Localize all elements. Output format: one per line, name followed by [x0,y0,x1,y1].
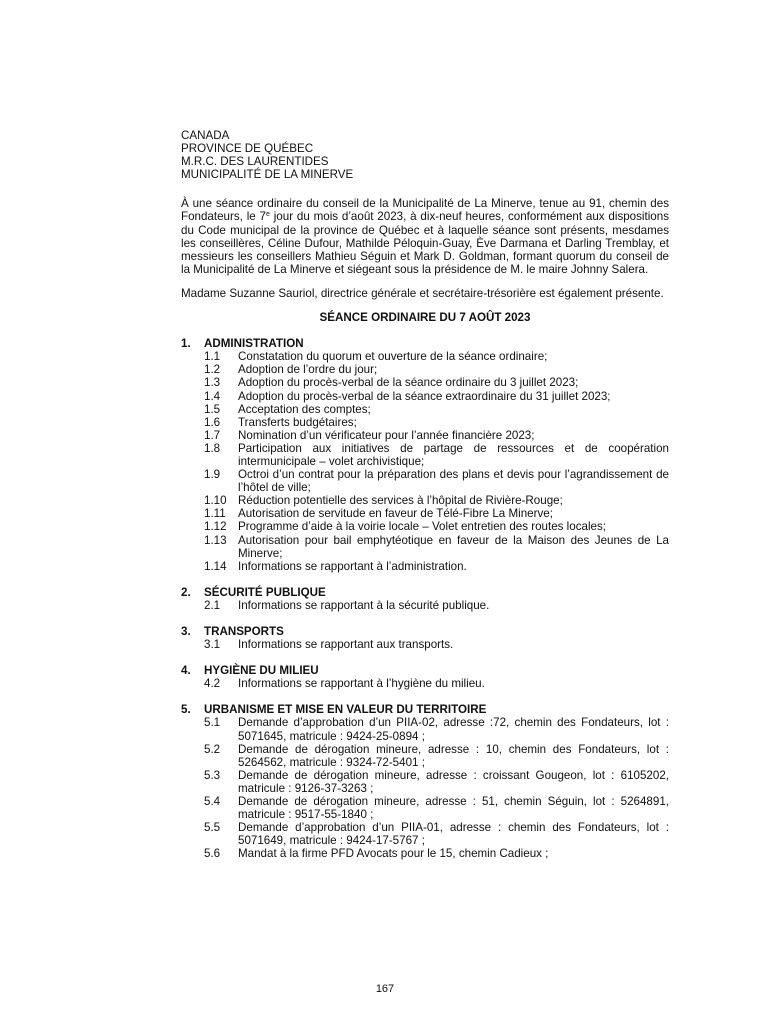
meeting-title: SÉANCE ORDINAIRE DU 7 AOÛT 2023 [319,311,531,325]
section-heading [181,664,669,677]
section-heading [181,703,669,716]
intro-text-end: jour du mois d’août 2023, à dix-neuf heures, conformément aux dispositions du Code municipal de la province de Québec et à laquelle séance sont présents, mesdames les conseillères, Céline Dufour, Mathilde Péloquin-Guay, Ève Darmana et Darling Tremblay, et messieurs les conseillers Mathieu Séguin et Mark D. Goldman, formant quorum du conseil de la Municipalité de La Minerve et siégeant sous la présidence de M. le maire Johnny Salera. [181,210,669,276]
document-page [181,129,669,874]
agenda-item-number: 2.1 [204,598,221,612]
agenda-item [181,821,669,847]
section-number: 5. [181,703,191,717]
section-heading [181,625,669,638]
section-title: TRANSPORTS [204,625,284,638]
section-title: URBANISME ET MISE EN VALEUR DU TERRITOIRE [204,703,487,717]
agenda-item-text: Adoption de l’ordre du jour; [238,363,378,377]
agenda-item [181,677,669,690]
agenda-item-number: 3.1 [204,638,221,652]
section-number: 1. [181,337,191,351]
agenda-item-text: Demande d’approbation d’un PIIA-01, adresse : chemin des Fondateurs, lot : 5071649, matricule : 9424-17-5767 ; [238,821,669,848]
agenda-item-number: 1.6 [204,415,221,429]
section-heading [181,586,669,599]
agenda-item-number: 1.14 [204,559,227,573]
agenda-item [181,429,669,442]
agenda-item-text: Informations se rapportant à l’hygiène du milieu. [238,677,485,691]
agenda-item [181,847,669,860]
agenda-item-text: Informations se rapportant à la sécurité publique. [238,598,490,612]
section-title: ADMINISTRATION [204,337,304,351]
agenda-item [181,390,669,403]
agenda-item-text: Mandat à la firme PFD Avocats pour le 15, chemin Cadieux ; [238,847,549,861]
section-number: 3. [181,625,191,638]
agenda-item-text: Participation aux initiatives de partage de ressources et de coopération intermunicipale – volet archivistique; [238,441,669,468]
agenda-item-number: 5.4 [204,795,221,809]
agenda-item [181,560,669,573]
agenda-item-number: 1.7 [204,428,221,442]
agenda-item-number: 1.10 [204,494,227,508]
agenda-section [181,337,669,573]
agenda-item-number: 1.4 [204,389,221,403]
page-number: 167 [375,983,395,995]
agenda-item-number: 1.11 [204,507,226,521]
agenda-item-text: Demande de dérogation mineure, adresse : croissant Gougeon, lot : 6105202, matricule : 9126-37-3263 ; [238,768,669,795]
agenda-item-text: Nomination d’un vérificateur pour l’année financière 2023; [238,428,535,442]
agenda-item-text: Demande de dérogation mineure, adresse : 10, chemin des Fondateurs, lot : 5264562, matricule : 9324-72-5401 ; [238,742,669,769]
agenda-item-text: Autorisation pour bail emphytéotique en faveur de la Maison des Jeunes de La Minerve; [238,533,669,560]
agenda-item [181,743,669,769]
agenda-item-text: Informations se rapportant aux transports. [238,638,454,652]
agenda-item-number: 1.2 [204,363,221,377]
agenda-item [181,363,669,376]
agenda-item [181,716,669,742]
agenda-item [181,638,669,651]
agenda-item [181,403,669,416]
section-number: 2. [181,585,191,599]
agenda-item-text: Informations se rapportant à l’administration. [238,559,467,573]
agenda-item-text: Adoption du procès-verbal de la séance extraordinaire du 31 juillet 2023; [238,389,611,403]
agenda-item [181,520,669,533]
agenda-item-number: 4.2 [204,677,221,691]
agenda-item-text: Programme d’aide à la voirie locale – Volet entretien des routes locales; [238,520,606,534]
agenda-item [181,534,669,560]
document-header [181,129,669,181]
agenda-item-number: 1.1 [204,350,221,364]
agenda-item [181,350,669,363]
agenda-item-text: Demande d’approbation d’un PIIA-02, adresse :72, chemin des Fondateurs, lot : 5071645, matricule : 9424-25-0894 ; [238,716,669,743]
agenda-section [181,664,669,690]
agenda-item [181,507,669,520]
agenda-item [181,599,669,612]
agenda-item-number: 1.8 [204,441,221,455]
agenda-item-number: 5.3 [204,768,221,782]
agenda-item-text: Demande de dérogation mineure, adresse : 51, chemin Séguin, lot : 5264891, matricule : 9517-55-1840 ; [238,795,669,822]
agenda-item-text: Autorisation de servitude en faveur de Télé-Fibre La Minerve; [238,507,553,521]
agenda-item-text: Constatation du quorum et ouverture de la séance ordinaire; [238,350,548,364]
agenda-item-number: 1.3 [204,376,221,390]
agenda-item [181,494,669,507]
intro-paragraph [181,197,669,276]
agenda-item-number: 5.6 [204,847,221,861]
agenda-section [181,625,669,651]
agenda-item-number: 1.9 [204,468,221,482]
header-mrc: M.R.C. DES LAURENTIDES [181,155,329,169]
section-title: HYGIÈNE DU MILIEU [204,664,319,678]
section-number: 4. [181,664,191,678]
agenda-item [181,416,669,429]
agenda-item-text: Adoption du procès-verbal de la séance ordinaire du 3 juillet 2023; [238,376,579,390]
presence-paragraph: Madame Suzanne Sauriol, directrice générale et secrétaire-trésorière est également présente. [181,286,664,300]
intro-superscript: e [266,211,270,219]
agenda-item [181,795,669,821]
agenda-item [181,468,669,494]
agenda-item-text: Acceptation des comptes; [238,402,371,416]
header-municipality: MUNICIPALITÉ DE LA MINERVE [181,168,354,182]
agenda-item-number: 5.5 [204,821,221,835]
agenda-sections [181,337,669,860]
agenda-section [181,703,669,860]
agenda-item-number: 1.13 [204,533,227,547]
agenda-item-number: 5.2 [204,742,221,756]
agenda-item-number: 1.5 [204,402,221,416]
section-title: SÉCURITÉ PUBLIQUE [204,585,326,599]
agenda-section [181,586,669,612]
agenda-item-text: Octroi d’un contrat pour la préparation des plans et devis pour l’agrandissement de l’hôtel de ville; [238,468,669,495]
agenda-item [181,442,669,468]
section-heading [181,337,669,350]
agenda-item-text: Réduction potentielle des services à l’hôpital de Rivière-Rouge; [238,494,563,508]
agenda-item [181,769,669,795]
agenda-item-number: 1.12 [204,520,227,534]
header-country: CANADA [181,129,230,142]
agenda-item [181,376,669,389]
intro-text-start: À une séance ordinaire du conseil de la Municipalité de La Minerve, tenue au 91, chemin des Fondateurs, le 7 [181,197,669,224]
header-province: PROVINCE DE QUÉBEC [181,142,314,156]
agenda-item-number: 5.1 [204,716,221,730]
agenda-item-text: Transferts budgétaires; [238,415,357,429]
